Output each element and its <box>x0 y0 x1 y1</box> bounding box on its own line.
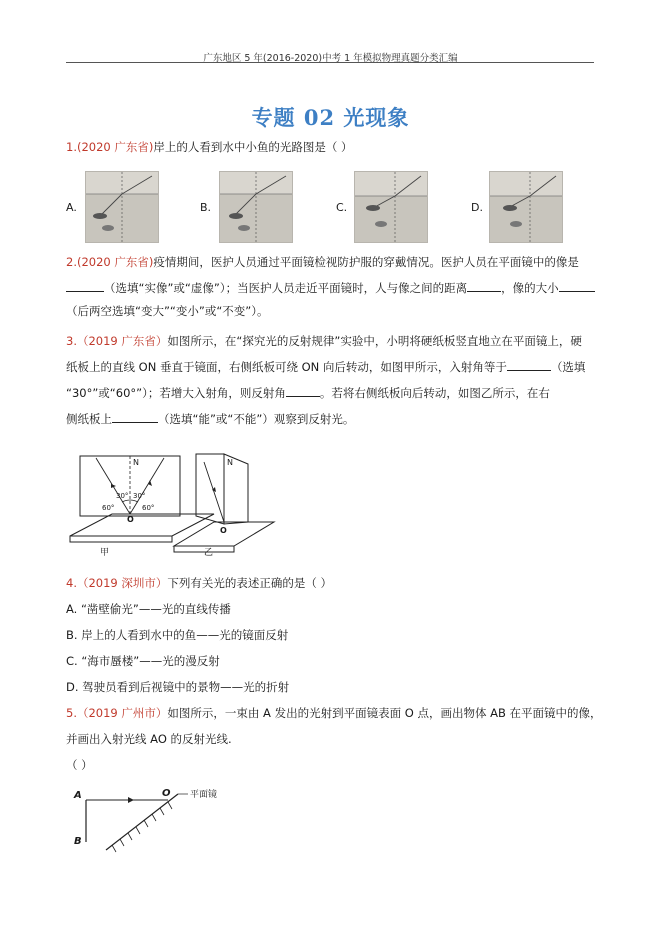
question-5-line-2: 并画出入射光线 AO 的反射光线. <box>66 732 232 746</box>
question-5-line-1 <box>66 705 602 721</box>
option-d[interactable]: D. 驾驶员看到后视镜中的景物——光的折射 <box>66 680 290 694</box>
angle-label: 30° <box>116 492 129 500</box>
option-b-figure <box>219 171 293 243</box>
question-3-line-4 <box>66 410 354 427</box>
option-b-label: B. <box>200 201 212 214</box>
point-o-label: O <box>162 788 171 799</box>
question-text: 。若将右侧纸板向后转动，如图乙所示，在右 <box>319 386 550 400</box>
option-a-figure <box>85 171 159 243</box>
question-source-tag: (2020 广东省) <box>76 140 154 154</box>
answer-blank[interactable] <box>559 279 595 292</box>
question-source-tag: （2019 广州市） <box>76 706 168 720</box>
question-text: 纸板上的直线 ON 垂直于镜面，右侧纸板可绕 ON 向后转动，如图甲所示，入射角等于 <box>66 360 507 374</box>
figure-jia-label: 甲 <box>100 548 110 558</box>
option-d-figure <box>489 171 563 243</box>
question-2-line-1 <box>66 254 579 270</box>
answer-blank[interactable] <box>112 410 158 423</box>
option-c[interactable]: C. “海市蜃楼”——光的漫反射 <box>66 654 220 668</box>
option-d-label: D. <box>471 201 483 214</box>
reflection-experiment-figure <box>64 446 284 558</box>
question-text: 疫情期间，医护人员通过平面镜检视防护服的穿戴情况。医护人员在平面镜中的像是 <box>153 255 579 269</box>
question-3-line-2 <box>66 358 585 375</box>
question-source-tag: (2020 广东省) <box>76 255 154 269</box>
answer-blank[interactable] <box>66 279 104 292</box>
option-c-label: C. <box>336 201 348 214</box>
question-text: 侧纸板上 <box>66 412 112 426</box>
answer-blank[interactable] <box>467 279 501 292</box>
question-text: ，像的大小 <box>501 281 559 295</box>
plane-mirror-figure <box>66 784 266 854</box>
question-number: 1. <box>66 140 77 154</box>
page-title: 专题 02 光现象 <box>251 105 410 130</box>
question-number: 2. <box>66 255 77 269</box>
option-a[interactable]: A. “凿壁偷光”——光的直线传播 <box>66 602 231 616</box>
question-1-stem <box>66 139 353 155</box>
angle-label: 30° <box>133 492 146 500</box>
angle-label: 60° <box>102 504 115 512</box>
question-text: （选填 <box>550 360 586 374</box>
angle-label: 60° <box>142 504 155 512</box>
question-2-line-2 <box>66 279 595 296</box>
question-number: 3. <box>66 334 77 348</box>
light-path-diagram <box>490 172 562 242</box>
question-source-tag: （2019 广东省） <box>76 334 168 348</box>
question-source-tag: （2019 深圳市） <box>76 576 168 590</box>
normal-label: N <box>133 458 139 467</box>
option-b[interactable]: B. 岸上的人看到水中的鱼——光的镜面反射 <box>66 628 289 642</box>
figure-yi-label: 乙 <box>204 548 214 558</box>
point-b-label: B <box>74 836 82 847</box>
question-text: 如图所示，在“探究光的反射规律”实验中，小明将硬纸板竖直地立在平面镜上，硬 <box>167 334 582 348</box>
question-2-line-3: （后两空选填“变大”“变小”或“不变”）。 <box>66 304 269 318</box>
point-a-label: A <box>74 790 82 801</box>
plane-mirror-label: 平面镜 <box>190 790 218 800</box>
question-5-answer-brackets: （ ） <box>66 758 93 772</box>
question-3-line-3 <box>66 384 550 401</box>
question-text: 岸上的人看到水中小鱼的光路图是（ ） <box>153 140 353 154</box>
question-4-stem <box>66 575 332 591</box>
reflection-diagram <box>64 446 284 558</box>
normal-label: N <box>227 458 233 467</box>
question-number: 4. <box>66 576 77 590</box>
question-text: （选填“实像”或“虚像”）；当医护人员走近平面镜时，人与像之间的距离 <box>104 281 468 295</box>
header-divider <box>66 62 594 63</box>
answer-blank[interactable] <box>286 384 320 397</box>
light-path-diagram <box>355 172 427 242</box>
question-text: 下列有关光的表述正确的是（ ） <box>167 576 333 590</box>
point-o-label: O <box>127 515 134 524</box>
question-text: “30°”或“60°”）；若增大入射角，则反射角 <box>66 386 286 400</box>
point-o-label: O <box>220 526 227 535</box>
option-a-label: A. <box>66 201 77 214</box>
question-text: 如图所示，一束由 A 发出的光射到平面镜表面 O 点，画出物体 AB 在平面镜中的像， <box>167 706 602 720</box>
light-path-diagram <box>220 172 292 242</box>
question-3-line-1 <box>66 333 582 349</box>
question-number: 5. <box>66 706 77 720</box>
page-header: 广东地区 5 年(2016-2020)中考 1 年模拟物理真题分类汇编 <box>203 53 458 64</box>
question-text: （选填“能”或“不能”）观察到反射光。 <box>158 412 355 426</box>
answer-blank[interactable] <box>507 358 551 371</box>
option-c-figure <box>354 171 428 243</box>
light-path-diagram <box>86 172 158 242</box>
